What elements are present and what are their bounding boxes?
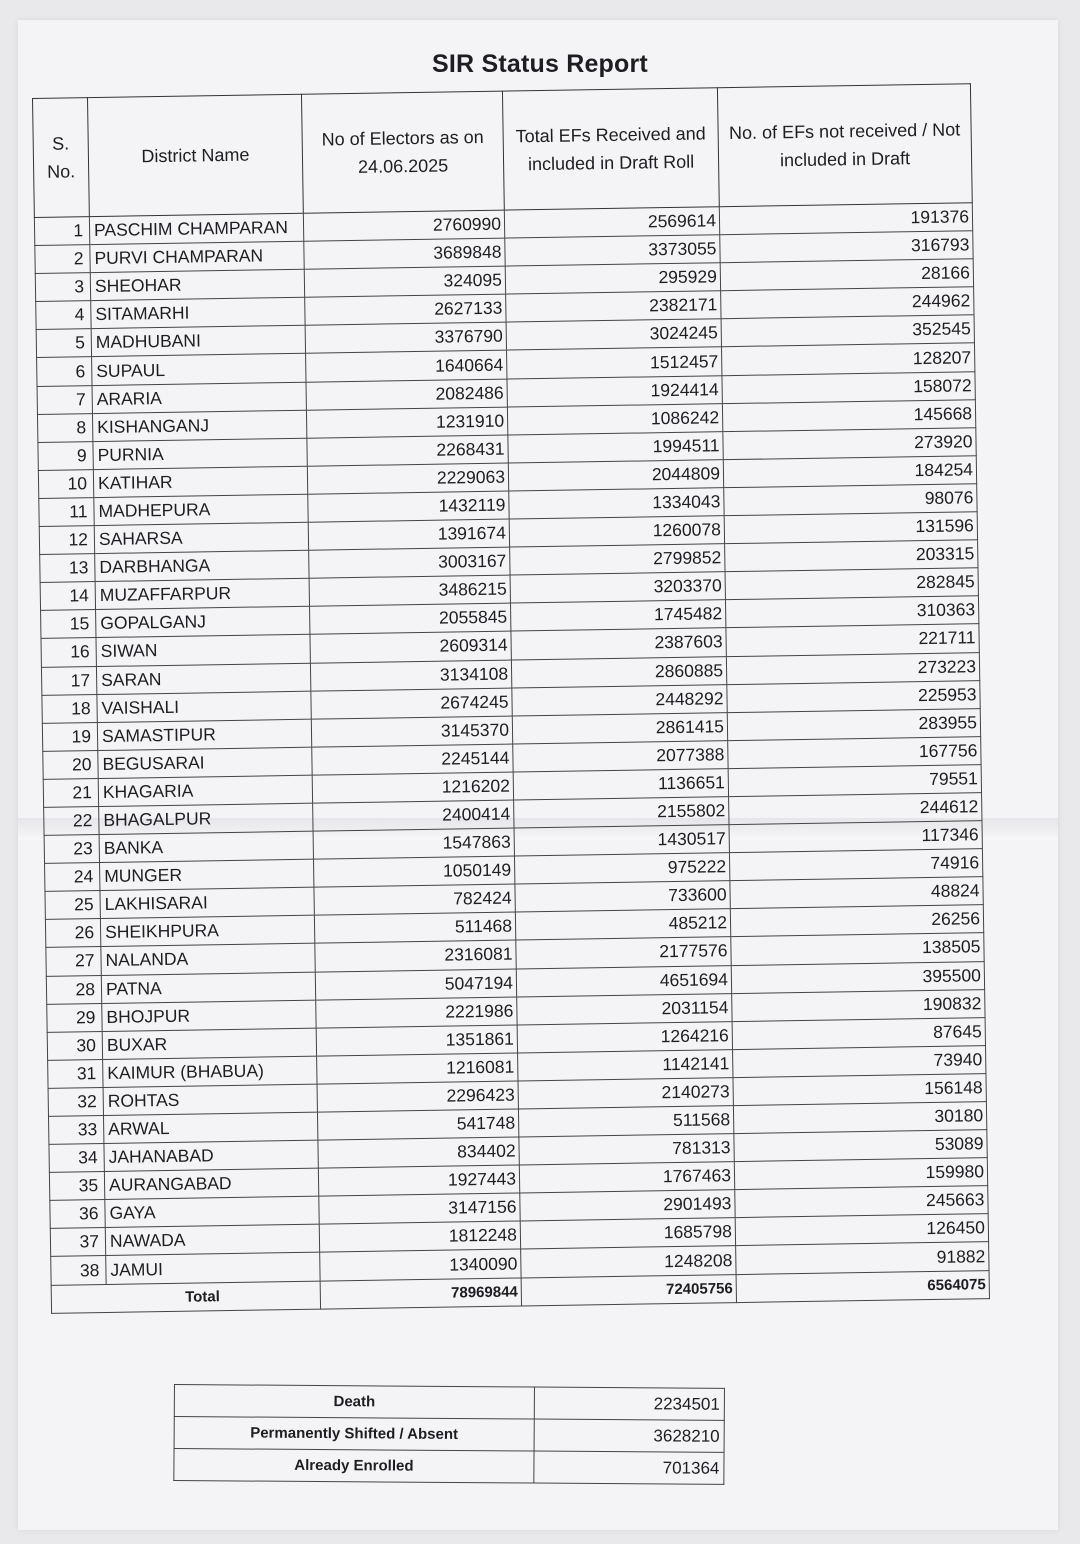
row-district-name: SAHARSA	[94, 522, 308, 553]
row-electors: 2245144	[312, 744, 513, 775]
row-not-received: 221711	[726, 624, 979, 656]
row-sno: 8	[37, 413, 92, 442]
row-not-received: 273223	[726, 652, 979, 684]
row-not-received: 30180	[733, 1102, 986, 1134]
row-electors: 2627133	[305, 294, 506, 325]
row-district-name: GAYA	[105, 1196, 319, 1227]
row-district-name: KAIMUR (BHABUA)	[103, 1056, 317, 1087]
row-district-name: BUXAR	[102, 1028, 316, 1059]
row-sno: 17	[41, 666, 96, 695]
row-not-received: 156148	[733, 1074, 986, 1106]
summary-value: 2234501	[534, 1387, 724, 1420]
row-sno: 10	[38, 469, 93, 498]
row-not-received: 316793	[720, 231, 973, 263]
row-district-name: PURNIA	[93, 438, 307, 469]
row-sno: 28	[46, 975, 101, 1004]
row-electors: 2674245	[311, 688, 512, 719]
row-electors: 1216081	[317, 1053, 518, 1084]
header-district: District Name	[88, 94, 304, 216]
row-electors: 324095	[304, 266, 505, 297]
row-electors: 1050149	[313, 856, 514, 887]
row-electors: 2760990	[303, 210, 504, 241]
row-sno: 15	[41, 610, 96, 639]
row-sno: 14	[40, 582, 95, 611]
row-received: 1264216	[517, 1021, 732, 1052]
row-district-name: SARAN	[96, 663, 310, 694]
row-received: 511568	[518, 1106, 733, 1137]
report-title: SIR Status Report	[432, 50, 648, 78]
row-district-name: GOPALGANJ	[96, 607, 310, 638]
row-district-name: BEGUSARAI	[98, 747, 312, 778]
row-received: 733600	[515, 881, 730, 912]
row-electors: 1812248	[319, 1221, 520, 1252]
row-district-name: ARARIA	[92, 382, 306, 413]
summary-label: Permanently Shifted / Absent	[174, 1417, 534, 1452]
row-received: 1142141	[518, 1049, 733, 1080]
row-received: 1745482	[510, 600, 725, 631]
row-district-name: BHAGALPUR	[99, 803, 313, 834]
row-received: 2861415	[512, 712, 727, 743]
row-district-name: NALANDA	[101, 944, 315, 975]
row-not-received: 203315	[725, 540, 978, 572]
row-sno: 13	[40, 554, 95, 583]
row-electors: 2268431	[307, 435, 508, 466]
total-electors: 78969844	[320, 1278, 521, 1309]
row-sno: 12	[39, 526, 94, 555]
row-electors: 1351861	[316, 1025, 517, 1056]
summary-row	[174, 1385, 724, 1421]
summary-value: 3628210	[534, 1419, 724, 1452]
row-received: 1924414	[507, 375, 722, 406]
row-electors: 511468	[314, 912, 515, 943]
row-sno: 26	[45, 919, 100, 948]
summary-row	[174, 1449, 724, 1485]
row-received: 2044809	[508, 460, 723, 491]
row-district-name: SHEIKHPURA	[100, 916, 314, 947]
row-electors: 2055845	[310, 603, 511, 634]
row-electors: 1231910	[306, 407, 507, 438]
row-sno: 30	[47, 1031, 102, 1060]
row-received: 2387603	[511, 628, 726, 659]
total-received: 72405756	[521, 1274, 736, 1305]
row-electors: 1432119	[308, 491, 509, 522]
row-received: 2569614	[504, 207, 719, 238]
row-not-received: 191376	[719, 203, 972, 235]
row-received: 2177576	[516, 937, 731, 968]
row-electors: 1340090	[320, 1249, 521, 1280]
row-district-name: PATNA	[101, 972, 315, 1003]
row-district-name: MUZAFFARPUR	[95, 578, 309, 609]
row-sno: 5	[36, 329, 91, 358]
header-sno: S. No.	[33, 98, 90, 218]
row-district-name: PASCHIM CHAMPARAN	[89, 213, 303, 244]
row-sno: 4	[36, 301, 91, 330]
row-sno: 20	[43, 750, 98, 779]
row-electors: 782424	[314, 884, 515, 915]
header-received: Total EFs Received and included in Draft Roll	[502, 88, 719, 210]
row-electors: 1640664	[306, 351, 507, 382]
row-received: 4651694	[516, 965, 731, 996]
row-received: 1248208	[521, 1246, 736, 1277]
row-not-received: 245663	[735, 1186, 988, 1218]
table-body	[34, 203, 989, 1285]
row-not-received: 167756	[728, 736, 981, 768]
row-district-name: MADHEPURA	[94, 494, 308, 525]
row-sno: 25	[45, 891, 100, 920]
row-received: 1994511	[508, 431, 723, 462]
row-electors: 5047194	[315, 969, 516, 1000]
row-district-name: MADHUBANI	[91, 326, 305, 357]
row-sno: 34	[49, 1144, 104, 1173]
row-sno: 23	[44, 835, 99, 864]
row-district-name: KISHANGANJ	[92, 410, 306, 441]
row-received: 781313	[519, 1134, 734, 1165]
row-not-received: 126450	[735, 1214, 988, 1246]
row-received: 1260078	[509, 516, 724, 547]
row-sno: 18	[42, 694, 97, 723]
row-electors: 3147156	[319, 1193, 520, 1224]
row-not-received: 87645	[732, 1017, 985, 1049]
row-district-name: ARWAL	[103, 1112, 317, 1143]
row-received: 1685798	[520, 1218, 735, 1249]
row-electors: 3486215	[309, 575, 510, 606]
row-not-received: 225953	[727, 680, 980, 712]
row-not-received: 131596	[724, 512, 977, 544]
row-district-name: MUNGER	[100, 859, 314, 890]
row-received: 3373055	[505, 235, 720, 266]
row-district-name: AURANGABAD	[104, 1168, 318, 1199]
row-district-name: LAKHISARAI	[100, 887, 314, 918]
row-received: 295929	[505, 263, 720, 294]
row-electors: 2221986	[316, 997, 517, 1028]
row-electors: 3145370	[311, 716, 512, 747]
row-district-name: SAMASTIPUR	[97, 719, 311, 750]
row-received: 2382171	[506, 291, 721, 322]
row-sno: 9	[38, 441, 93, 470]
row-district-name: PURVI CHAMPARAN	[90, 241, 304, 272]
row-not-received: 74916	[729, 849, 982, 881]
row-not-received: 98076	[724, 484, 977, 516]
row-sno: 21	[43, 778, 98, 807]
row-not-received: 48824	[730, 877, 983, 909]
row-sno: 24	[45, 863, 100, 892]
row-electors: 834402	[318, 1137, 519, 1168]
row-sno: 6	[37, 357, 92, 386]
row-not-received: 244962	[721, 287, 974, 319]
district-table	[32, 83, 990, 1313]
row-district-name: SHEOHAR	[90, 269, 304, 300]
row-sno: 38	[51, 1256, 106, 1285]
row-district-name: VAISHALI	[97, 691, 311, 722]
row-sno: 29	[47, 1003, 102, 1032]
row-not-received: 138505	[731, 933, 984, 965]
row-received: 3024245	[506, 319, 721, 350]
row-sno: 31	[48, 1059, 103, 1088]
row-not-received: 184254	[723, 456, 976, 488]
summary-value: 701364	[534, 1451, 724, 1484]
row-received: 2860885	[511, 656, 726, 687]
total-not-received: 6564075	[736, 1270, 989, 1302]
row-electors: 2609314	[310, 631, 511, 662]
row-not-received: 282845	[725, 568, 978, 600]
row-sno: 3	[35, 273, 90, 302]
table-header-row	[33, 84, 973, 218]
row-received: 2155802	[514, 797, 729, 828]
row-received: 2077388	[513, 740, 728, 771]
row-electors: 2082486	[306, 379, 507, 410]
row-received: 1767463	[519, 1162, 734, 1193]
summary-label: Death	[174, 1385, 534, 1420]
row-received: 2901493	[520, 1190, 735, 1221]
row-not-received: 26256	[730, 905, 983, 937]
row-district-name: KATIHAR	[93, 466, 307, 497]
row-electors: 2296423	[317, 1081, 518, 1112]
row-district-name: JAMUI	[106, 1253, 320, 1284]
row-not-received: 91882	[736, 1242, 989, 1274]
row-sno: 1	[34, 217, 89, 246]
row-electors: 3376790	[305, 322, 506, 353]
row-not-received: 273920	[723, 427, 976, 459]
header-electors: No of Electors as on 24.06.2025	[301, 91, 504, 213]
row-electors: 3134108	[310, 660, 511, 691]
row-district-name: BANKA	[99, 831, 313, 862]
row-sno: 19	[42, 722, 97, 751]
row-received: 485212	[515, 909, 730, 940]
row-district-name: KHAGARIA	[98, 775, 312, 806]
row-received: 2031154	[517, 993, 732, 1024]
row-not-received: 117346	[729, 821, 982, 853]
row-sno: 32	[48, 1087, 103, 1116]
row-received: 2448292	[512, 684, 727, 715]
row-not-received: 28166	[720, 259, 973, 291]
row-sno: 16	[41, 638, 96, 667]
row-received: 3203370	[510, 572, 725, 603]
row-not-received: 73940	[733, 1045, 986, 1077]
row-received: 975222	[514, 853, 729, 884]
row-not-received: 128207	[721, 343, 974, 375]
row-received: 1136651	[513, 769, 728, 800]
row-received: 1086242	[507, 403, 722, 434]
row-sno: 27	[46, 947, 101, 976]
summary-table	[173, 1384, 725, 1485]
row-sno: 35	[49, 1172, 104, 1201]
row-electors: 541748	[317, 1109, 518, 1140]
row-electors: 1391674	[308, 519, 509, 550]
row-sno: 2	[35, 245, 90, 274]
row-not-received: 190832	[732, 989, 985, 1021]
row-sno: 33	[48, 1116, 103, 1145]
row-district-name: SUPAUL	[92, 354, 306, 385]
row-district-name: SITAMARHI	[91, 298, 305, 329]
row-electors: 2400414	[313, 800, 514, 831]
row-electors: 3003167	[309, 547, 510, 578]
row-not-received: 159980	[734, 1158, 987, 1190]
row-district-name: JAHANABAD	[104, 1140, 318, 1171]
row-not-received: 283955	[727, 708, 980, 740]
row-received: 2140273	[518, 1078, 733, 1109]
row-not-received: 158072	[722, 371, 975, 403]
total-label: Total	[51, 1281, 320, 1313]
row-district-name: BHOJPUR	[102, 1000, 316, 1031]
row-not-received: 352545	[721, 315, 974, 347]
row-received: 1334043	[509, 488, 724, 519]
row-electors: 2229063	[307, 463, 508, 494]
header-not-received: No. of EFs not received / Not included in Draft	[717, 84, 972, 207]
row-not-received: 145668	[722, 399, 975, 431]
row-district-name: SIWAN	[96, 635, 310, 666]
row-received: 2799852	[510, 544, 725, 575]
row-not-received: 395500	[731, 961, 984, 993]
row-received: 1430517	[514, 825, 729, 856]
row-sno: 11	[39, 498, 94, 527]
row-district-name: DARBHANGA	[95, 550, 309, 581]
row-electors: 3689848	[304, 238, 505, 269]
row-not-received: 79551	[728, 765, 981, 797]
row-sno: 7	[37, 385, 92, 414]
row-district-name: ROHTAS	[103, 1084, 317, 1115]
row-not-received: 53089	[734, 1130, 987, 1162]
row-received: 1512457	[507, 347, 722, 378]
summary-label: Already Enrolled	[174, 1449, 534, 1484]
row-sno: 36	[50, 1200, 105, 1229]
row-not-received: 310363	[725, 596, 978, 628]
row-sno: 22	[44, 807, 99, 836]
row-electors: 1216202	[312, 772, 513, 803]
row-district-name: NAWADA	[105, 1225, 319, 1256]
row-electors: 1547863	[313, 828, 514, 859]
row-electors: 1927443	[318, 1165, 519, 1196]
row-electors: 2316081	[315, 940, 516, 971]
summary-row	[174, 1417, 724, 1453]
row-not-received: 244612	[729, 793, 982, 825]
row-sno: 37	[50, 1228, 105, 1257]
